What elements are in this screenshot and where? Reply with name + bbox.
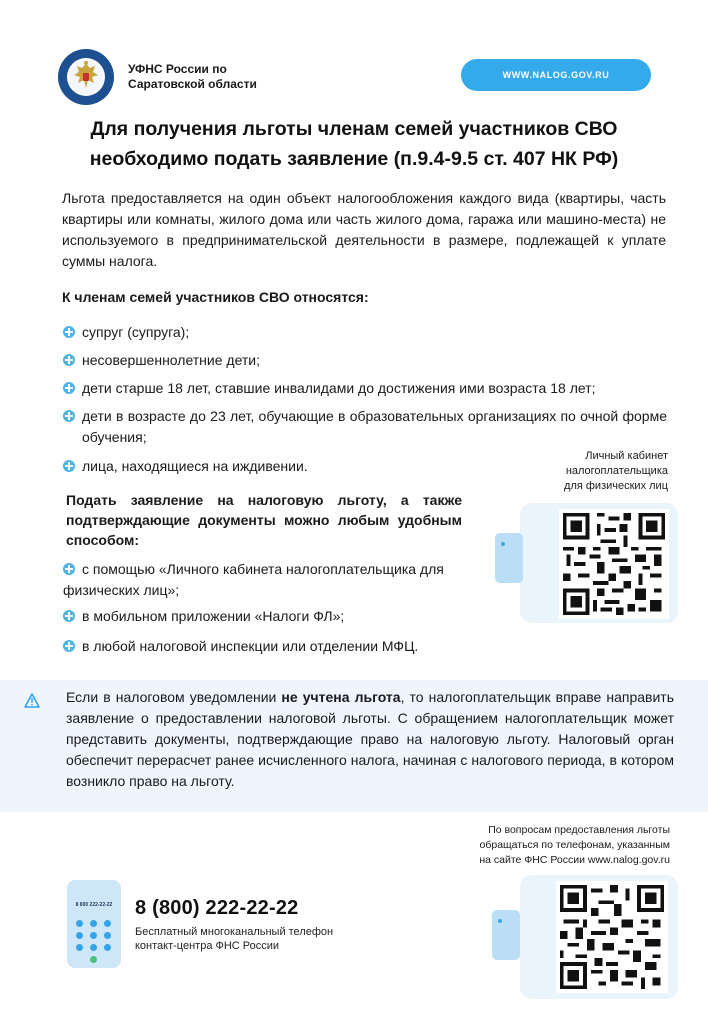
website-button[interactable]: WWW.NALOG.GOV.RU bbox=[461, 59, 651, 91]
contact-note-line-1: По вопросам предоставления льготы bbox=[488, 824, 670, 836]
smartphone-icon bbox=[495, 533, 523, 583]
method-item bbox=[63, 559, 483, 601]
cabinet-caption-line-1: Личный кабинет bbox=[585, 450, 668, 462]
keypad-key bbox=[76, 944, 83, 951]
method-item-text: в мобильном приложении «Налоги ФЛ»; bbox=[82, 608, 345, 624]
cabinet-caption-line-2: налогоплательщика bbox=[565, 465, 668, 477]
method-item-text: в любой налоговой инспекции или отделении МФЦ. bbox=[82, 638, 419, 654]
plus-bullet-icon bbox=[63, 354, 75, 366]
list-item-text: дети в возрасте до 23 лет, обучающие в образовательных организациях по очной форме обучения; bbox=[82, 408, 667, 445]
list-item bbox=[63, 378, 673, 399]
fns-logo bbox=[57, 48, 115, 106]
hotline-desc-line-1: Бесплатный многоканальный телефон bbox=[135, 926, 334, 938]
keypad-key bbox=[104, 944, 111, 951]
list-item bbox=[63, 406, 667, 448]
keypad-key bbox=[76, 920, 83, 927]
plus-bullet-icon bbox=[63, 640, 75, 652]
list-item bbox=[63, 322, 653, 343]
qr-code-cabinet[interactable] bbox=[559, 509, 669, 619]
org-line-2: Саратовской области bbox=[128, 77, 257, 91]
warning-text-bold: не учтена льгота bbox=[281, 689, 401, 705]
hotline-description bbox=[135, 925, 333, 953]
warning-text-part-2: , то налогоплательщик вправе направить заявление о предоставлении налоговой льготы. С обращением налогоплательщик может представить документы, подтверждающие право на налоговую льготу. Налоговый орган обеспечит перерасчет ранее исчисленного налога, начиная с налогового периода, в котором возникло право на льготу. bbox=[66, 689, 674, 789]
title-line-1: Для получения льготы членам семей участников СВО bbox=[90, 118, 618, 140]
plus-bullet-icon bbox=[63, 610, 75, 622]
relatives-heading: К членам семей участников СВО относятся: bbox=[62, 289, 369, 305]
method-item bbox=[63, 606, 483, 627]
keypad-key bbox=[90, 920, 97, 927]
keypad-key bbox=[104, 920, 111, 927]
org-line-1: УФНС России по bbox=[128, 62, 227, 76]
hotline-number[interactable]: 8 (800) 222-22-22 bbox=[135, 897, 299, 919]
contact-note-line-2: обращаться по телефонам, указанным bbox=[479, 839, 670, 851]
contact-note-line-3: на сайте ФНС России www.nalog.gov.ru bbox=[479, 854, 670, 866]
list-item-text: лица, находящиеся на иждивении. bbox=[82, 458, 308, 474]
title-line-2: необходимо подать заявление (п.9.4-9.5 ст. 407 НК РФ) bbox=[89, 148, 619, 170]
page-title bbox=[40, 114, 668, 174]
intro-paragraph: Льгота предоставляется на один объект налогообложения каждого вида (квартиры, часть квартиры или комнаты, жилого дома или часть жилого дома, гаража или машино-места) не используемого в предпринимательской деятельности в размере, подлежащей к уплате суммы налога. bbox=[62, 190, 666, 269]
list-item-text: дети старше 18 лет, ставшие инвалидами до достижения ими возраста 18 лет; bbox=[82, 380, 596, 396]
cabinet-caption-line-3: для физических лиц bbox=[564, 480, 668, 492]
method-item bbox=[63, 636, 483, 657]
organization-name bbox=[128, 62, 257, 92]
call-key bbox=[90, 956, 97, 963]
plus-bullet-icon bbox=[63, 563, 75, 575]
phone-illustration-icon bbox=[67, 880, 121, 968]
list-item-text: супруг (супруга); bbox=[82, 324, 190, 340]
keypad-key bbox=[90, 932, 97, 939]
smartphone-icon bbox=[492, 910, 520, 960]
list-item bbox=[63, 456, 513, 477]
plus-bullet-icon bbox=[63, 382, 75, 394]
warning-text bbox=[66, 687, 674, 792]
plus-bullet-icon bbox=[63, 326, 75, 338]
cabinet-caption bbox=[530, 449, 668, 494]
phone-screen-number: 8 800 222-22-22 bbox=[75, 902, 113, 908]
keypad-key bbox=[76, 932, 83, 939]
plus-bullet-icon bbox=[63, 460, 75, 472]
warning-text-part-1: Если в налоговом уведомлении bbox=[66, 689, 282, 705]
list-item-text: несовершеннолетние дети; bbox=[82, 352, 261, 368]
qr-code-site[interactable] bbox=[556, 881, 668, 993]
apply-heading: Подать заявление на налоговую льготу, а также подтверждающие документы можно любым удобным способом: bbox=[66, 492, 462, 548]
warning-icon bbox=[24, 693, 40, 708]
list-item bbox=[63, 350, 653, 371]
plus-bullet-icon bbox=[63, 410, 75, 422]
method-item-text: с помощью «Личного кабинета налогоплательщика для физических лиц»; bbox=[63, 561, 444, 598]
keypad-key bbox=[104, 932, 111, 939]
keypad-key bbox=[90, 944, 97, 951]
contact-note bbox=[420, 823, 670, 868]
hotline-desc-line-2: контакт-центра ФНС России bbox=[135, 940, 280, 952]
